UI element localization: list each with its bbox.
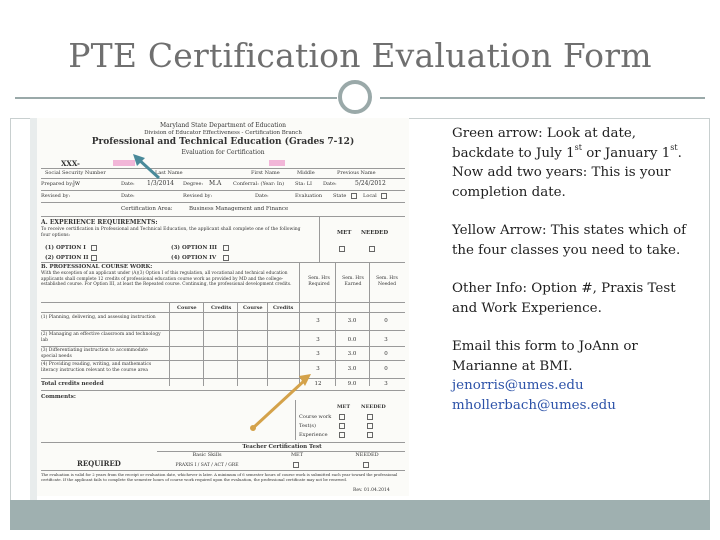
note-text: . Now add two years: This is your completion date. bbox=[452, 145, 682, 200]
section-a-heading: A. EXPERIENCE REQUIREMENTS: bbox=[41, 219, 158, 226]
total-needed: 3 bbox=[384, 381, 388, 387]
label-date-3: Date: bbox=[121, 193, 135, 199]
option-1: (1) OPTION I bbox=[45, 245, 86, 251]
ssn-mask: XXX- bbox=[61, 159, 80, 168]
form-division: Division of Educator Effectiveness - Certification Branch bbox=[144, 130, 302, 136]
label-evaluation: Evaluation bbox=[295, 193, 323, 199]
label-conferral: Conferral: (Year: In) bbox=[233, 181, 285, 187]
degree-value: M.A bbox=[209, 180, 222, 187]
col-credits-1: Credits bbox=[211, 305, 232, 311]
met-header: MET bbox=[337, 230, 352, 236]
note-superscript: st bbox=[670, 142, 678, 152]
section-b-heading: B. PROFESSIONAL COURSE WORK: bbox=[41, 264, 153, 270]
form-heading: Professional and Technical Education (Grades 7-12) bbox=[91, 137, 355, 147]
course-earned: 0.0 bbox=[347, 337, 357, 343]
required-label: REQUIRED bbox=[77, 459, 121, 468]
label-previous-name: Previous Name bbox=[337, 170, 376, 176]
annotation-arrows bbox=[37, 118, 409, 496]
form-revision: Rev. 01.04.2014 bbox=[353, 488, 390, 493]
option-3: (3) OPTION III bbox=[171, 245, 217, 251]
course-needed: 0 bbox=[384, 351, 388, 357]
cert-area-value: Business Management and Finance bbox=[189, 206, 289, 212]
notes-panel bbox=[452, 124, 692, 434]
note-yellow-arrow: Yellow Arrow: This states which of the four classes you need to take. bbox=[452, 223, 687, 258]
course-earned: 3.0 bbox=[347, 351, 357, 357]
note-superscript: st bbox=[574, 142, 582, 152]
option-4: (4) OPTION IV bbox=[171, 255, 217, 261]
needed-header: NEEDED bbox=[361, 230, 389, 236]
test-row-name: PRAXIS I / SAT / ACT / GRE bbox=[175, 463, 239, 468]
course-earned: 3.0 bbox=[347, 366, 357, 372]
course-name: (4) Providing reading, writing, and mathematics literacy instruction relevant to the course area bbox=[41, 362, 152, 373]
label-date: Date: bbox=[121, 181, 135, 187]
yellow-arrow bbox=[250, 374, 311, 431]
note-text: or January 1 bbox=[581, 145, 671, 161]
note-green-arrow bbox=[452, 124, 692, 202]
needed-header-2: NEEDED bbox=[361, 404, 386, 410]
course-required: 3 bbox=[316, 366, 320, 372]
prepared-initials: jw bbox=[73, 180, 80, 187]
col-course-2: Course bbox=[243, 305, 263, 311]
slide-title: PTE Certification Evaluation Form bbox=[68, 36, 652, 75]
test-col-needed: NEEDED bbox=[355, 452, 379, 458]
test-col-basic-skills: Basic Skills bbox=[192, 452, 222, 458]
date-2-value: 5/24/2012 bbox=[355, 180, 386, 187]
title-rule-right bbox=[380, 97, 705, 99]
slide-bottom-bar bbox=[10, 500, 710, 530]
note-text: Green arrow: Look at date, backdate to July 1 bbox=[452, 126, 637, 161]
label-date-2: Date: bbox=[323, 181, 337, 187]
email-link-jenorris[interactable]: jenorris@umes.edu bbox=[452, 378, 584, 393]
label-ssn: Social Security Number bbox=[45, 170, 106, 176]
col-sem-needed: Sem. Hrs Needed bbox=[376, 276, 398, 287]
label-first-name: First Name bbox=[251, 170, 280, 176]
label-prepared-by: Prepared by: bbox=[41, 181, 74, 187]
section-b-text: With the exception of an applicant under (A)(3) Option I of this regulation, all vocational and technical education applicants shall complete 12 credits of professional education course work as provided by MD and the college-established course. For Option III, at least the Repeated course. Continuing, the professional development credits. bbox=[41, 271, 292, 287]
label-revised-by: Revised by: bbox=[41, 193, 71, 199]
course-earned: 3.0 bbox=[347, 318, 357, 324]
teacher-test-heading: Teacher Certification Test bbox=[242, 444, 322, 450]
comments-label: Comments: bbox=[41, 394, 76, 400]
option-2: (2) OPTION II bbox=[45, 255, 89, 261]
total-earned: 9.0 bbox=[347, 381, 357, 387]
check-experience: Experience bbox=[299, 432, 328, 438]
course-required: 3 bbox=[316, 351, 320, 357]
course-needed: 0 bbox=[384, 318, 388, 324]
course-required: 3 bbox=[316, 318, 320, 324]
form-subheading: Evaluation for Certification bbox=[181, 149, 265, 156]
met-header-2: MET bbox=[337, 404, 351, 410]
total-label: Total credits needed bbox=[41, 381, 104, 387]
green-arrow bbox=[133, 154, 159, 178]
label-degree: Degree: bbox=[183, 181, 204, 187]
note-email-text: Email this form to JoAnn or Marianne at BMI. bbox=[452, 339, 638, 374]
course-needed: 0 bbox=[384, 366, 388, 372]
email-link-mhollerbach[interactable]: mhollerbach@umes.edu bbox=[452, 397, 616, 413]
certification-form-image bbox=[37, 118, 409, 496]
col-course-1: Course bbox=[177, 305, 197, 311]
check-tests: Test(s) bbox=[299, 423, 316, 429]
label-date-4: Date: bbox=[255, 193, 269, 199]
course-name: (1) Planning, delivering, and assessing instruction bbox=[41, 315, 156, 320]
test-col-met: MET bbox=[290, 452, 304, 458]
label-state: State bbox=[333, 193, 347, 199]
check-course-work: Course work bbox=[299, 414, 332, 420]
title-rule-left bbox=[15, 97, 337, 99]
label-revised-by-2: Revised by: bbox=[183, 193, 213, 199]
date-value: 1/3/2014 bbox=[147, 180, 174, 187]
label-status: Sta: LI bbox=[295, 181, 312, 187]
label-last-name: Last Name bbox=[155, 170, 183, 176]
course-needed: 3 bbox=[384, 337, 388, 343]
title-ring-ornament bbox=[338, 80, 372, 114]
col-sem-earned: Sem. Hrs Earned bbox=[342, 276, 364, 287]
label-local: Local bbox=[363, 193, 377, 199]
section-a-text: To receive certification in Professional and Technical Education, the applicant shall complete one of the following four options: bbox=[41, 227, 301, 238]
course-name: (2) Managing an effective classroom and technology lab bbox=[41, 332, 161, 343]
label-cert-area: Certification Area: bbox=[121, 206, 173, 212]
note-other-info: Other Info: Option #, Praxis Test and Work Experience. bbox=[452, 281, 676, 316]
course-name: (3) Differentiating instruction to accommodate special needs bbox=[41, 348, 148, 359]
form-footer-text: The evaluation is valid for 2 years from the receipt or evaluation date, whichever is later. A minimum of 6 semester hours of course work is submitted each year toward the professional certificate. If the applicant fails to complete the semester hours of course work required upon the evaluation, the professional certificate may not be renewed. bbox=[41, 472, 398, 482]
course-required: 3 bbox=[316, 337, 320, 343]
label-middle: Middle bbox=[297, 170, 315, 176]
note-email bbox=[452, 337, 692, 415]
col-credits-2: Credits bbox=[273, 305, 294, 311]
total-required: 12 bbox=[314, 381, 322, 387]
form-dept: Maryland State Department of Education bbox=[159, 122, 287, 129]
form-left-strip bbox=[30, 118, 37, 500]
col-sem-required: Sem. Hrs Required bbox=[308, 276, 330, 287]
